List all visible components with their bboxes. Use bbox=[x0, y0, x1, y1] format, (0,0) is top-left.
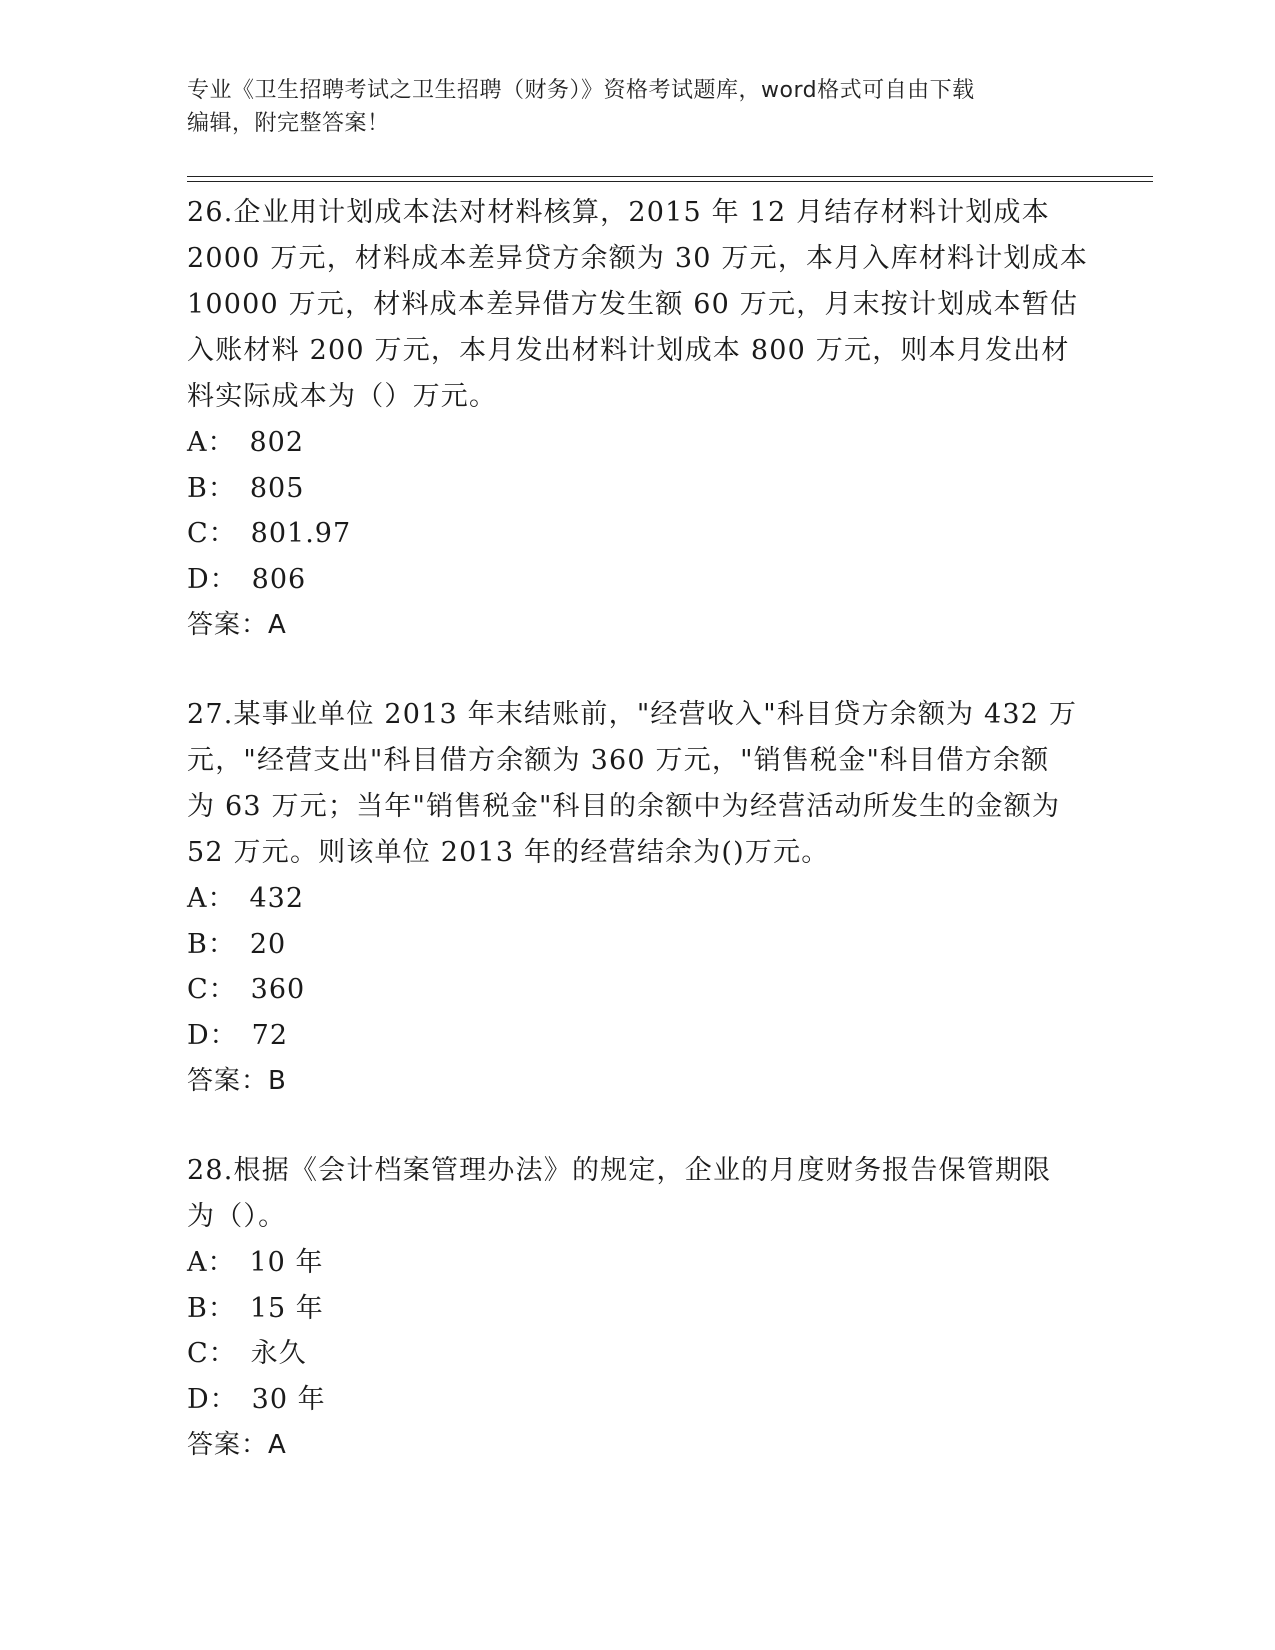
option-key: D bbox=[187, 1019, 210, 1051]
option-text: 15 年 bbox=[249, 1292, 324, 1324]
option-c bbox=[187, 511, 1087, 557]
question-spacer bbox=[187, 1104, 1087, 1148]
question-26 bbox=[187, 190, 1087, 648]
option-text: 72 bbox=[251, 1019, 289, 1051]
answer-value: A bbox=[268, 1430, 287, 1460]
answer-value: B bbox=[268, 1066, 287, 1096]
option-key: C bbox=[187, 974, 209, 1005]
option-separator: ： bbox=[207, 883, 236, 914]
stem-line: 为（）。 bbox=[187, 1201, 287, 1232]
question-stem bbox=[187, 1148, 1087, 1240]
header-divider-bottom bbox=[187, 181, 1153, 182]
option-separator: ： bbox=[207, 472, 236, 504]
option-text: 801.97 bbox=[250, 518, 352, 549]
question-27 bbox=[187, 692, 1087, 1104]
option-c bbox=[187, 967, 1087, 1013]
option-text: 805 bbox=[249, 472, 305, 504]
stem-line: 2000 万元，材料成本差异贷方余额为 30 万元，本月入库材料计划成本 bbox=[187, 243, 1089, 274]
option-text: 20 bbox=[249, 928, 287, 960]
option-d bbox=[187, 1013, 1087, 1059]
option-key: A bbox=[187, 883, 208, 914]
option-text: 30 年 bbox=[251, 1383, 326, 1415]
answer-line bbox=[187, 1058, 1087, 1104]
answer-line bbox=[187, 1422, 1087, 1468]
answer-label: 答案： bbox=[187, 1066, 269, 1096]
answer-value: A bbox=[268, 610, 287, 640]
option-separator: ： bbox=[207, 1247, 236, 1278]
stem-line: 料实际成本为（）万元。 bbox=[187, 381, 498, 412]
option-d bbox=[187, 1377, 1087, 1423]
option-key: C bbox=[187, 518, 209, 549]
option-b bbox=[187, 466, 1087, 512]
option-key: B bbox=[187, 1292, 208, 1324]
option-separator: ： bbox=[208, 1338, 237, 1369]
option-separator: ： bbox=[209, 1383, 238, 1415]
option-text: 802 bbox=[249, 427, 305, 458]
option-key: A bbox=[187, 1247, 208, 1278]
option-key: B bbox=[187, 928, 208, 960]
answer-label: 答案： bbox=[187, 610, 269, 640]
question-stem bbox=[187, 692, 1087, 876]
stem-line: 为 63 万元；当年"销售税金"科目的余额中为经营活动所发生的金额为 bbox=[187, 791, 1061, 822]
stem-line: 26.企业用计划成本法对材料核算，2015 年 12 月结存材料计划成本 bbox=[187, 197, 1050, 228]
answer-line bbox=[187, 602, 1087, 648]
option-key: A bbox=[187, 427, 208, 458]
option-text: 10 年 bbox=[249, 1247, 324, 1278]
header-line: 编辑，附完整答案！ bbox=[187, 111, 390, 136]
question-28 bbox=[187, 1148, 1087, 1468]
option-key: D bbox=[187, 563, 210, 595]
option-separator: ： bbox=[207, 1292, 236, 1324]
stem-line: 27.某事业单位 2013 年末结账前，"经营收入"科目贷方余额为 432 万 bbox=[187, 699, 1078, 730]
stem-line: 元，"经营支出"科目借方余额为 360 万元，"销售税金"科目借方余额 bbox=[187, 745, 1050, 776]
question-list bbox=[187, 190, 1087, 1468]
option-separator: ： bbox=[207, 427, 236, 458]
stem-line: 10000 万元，材料成本差异借方发生额 60 万元，月末按计划成本暂估 bbox=[187, 289, 1079, 320]
stem-line: 28.根据《会计档案管理办法》的规定，企业的月度财务报告保管期限 bbox=[187, 1155, 1052, 1186]
option-separator: ： bbox=[209, 1019, 238, 1051]
option-b bbox=[187, 922, 1087, 968]
option-separator: ： bbox=[208, 974, 237, 1005]
option-text: 360 bbox=[250, 974, 306, 1005]
option-separator: ： bbox=[209, 563, 238, 595]
question-spacer bbox=[187, 648, 1087, 692]
option-a bbox=[187, 876, 1087, 922]
option-b bbox=[187, 1286, 1087, 1332]
option-separator: ： bbox=[208, 518, 237, 549]
question-stem bbox=[187, 190, 1087, 420]
option-key: D bbox=[187, 1383, 210, 1415]
header-divider-top bbox=[187, 176, 1153, 177]
option-key: B bbox=[187, 472, 208, 504]
option-key: C bbox=[187, 1338, 209, 1369]
option-a bbox=[187, 1240, 1087, 1286]
document-header bbox=[187, 74, 1067, 140]
stem-line: 入账材料 200 万元，本月发出材料计划成本 800 万元，则本月发出材 bbox=[187, 335, 1070, 366]
header-line: 专业《卫生招聘考试之卫生招聘（财务）》资格考试题库，word格式可自由下载 bbox=[187, 78, 975, 103]
option-a bbox=[187, 420, 1087, 466]
option-text: 永久 bbox=[250, 1338, 307, 1369]
option-separator: ： bbox=[207, 928, 236, 960]
answer-label: 答案： bbox=[187, 1430, 269, 1460]
option-d bbox=[187, 557, 1087, 603]
stem-line: 52 万元。则该单位 2013 年的经营结余为()万元。 bbox=[187, 837, 830, 868]
option-c bbox=[187, 1331, 1087, 1377]
option-text: 432 bbox=[249, 883, 305, 914]
option-text: 806 bbox=[251, 563, 307, 595]
